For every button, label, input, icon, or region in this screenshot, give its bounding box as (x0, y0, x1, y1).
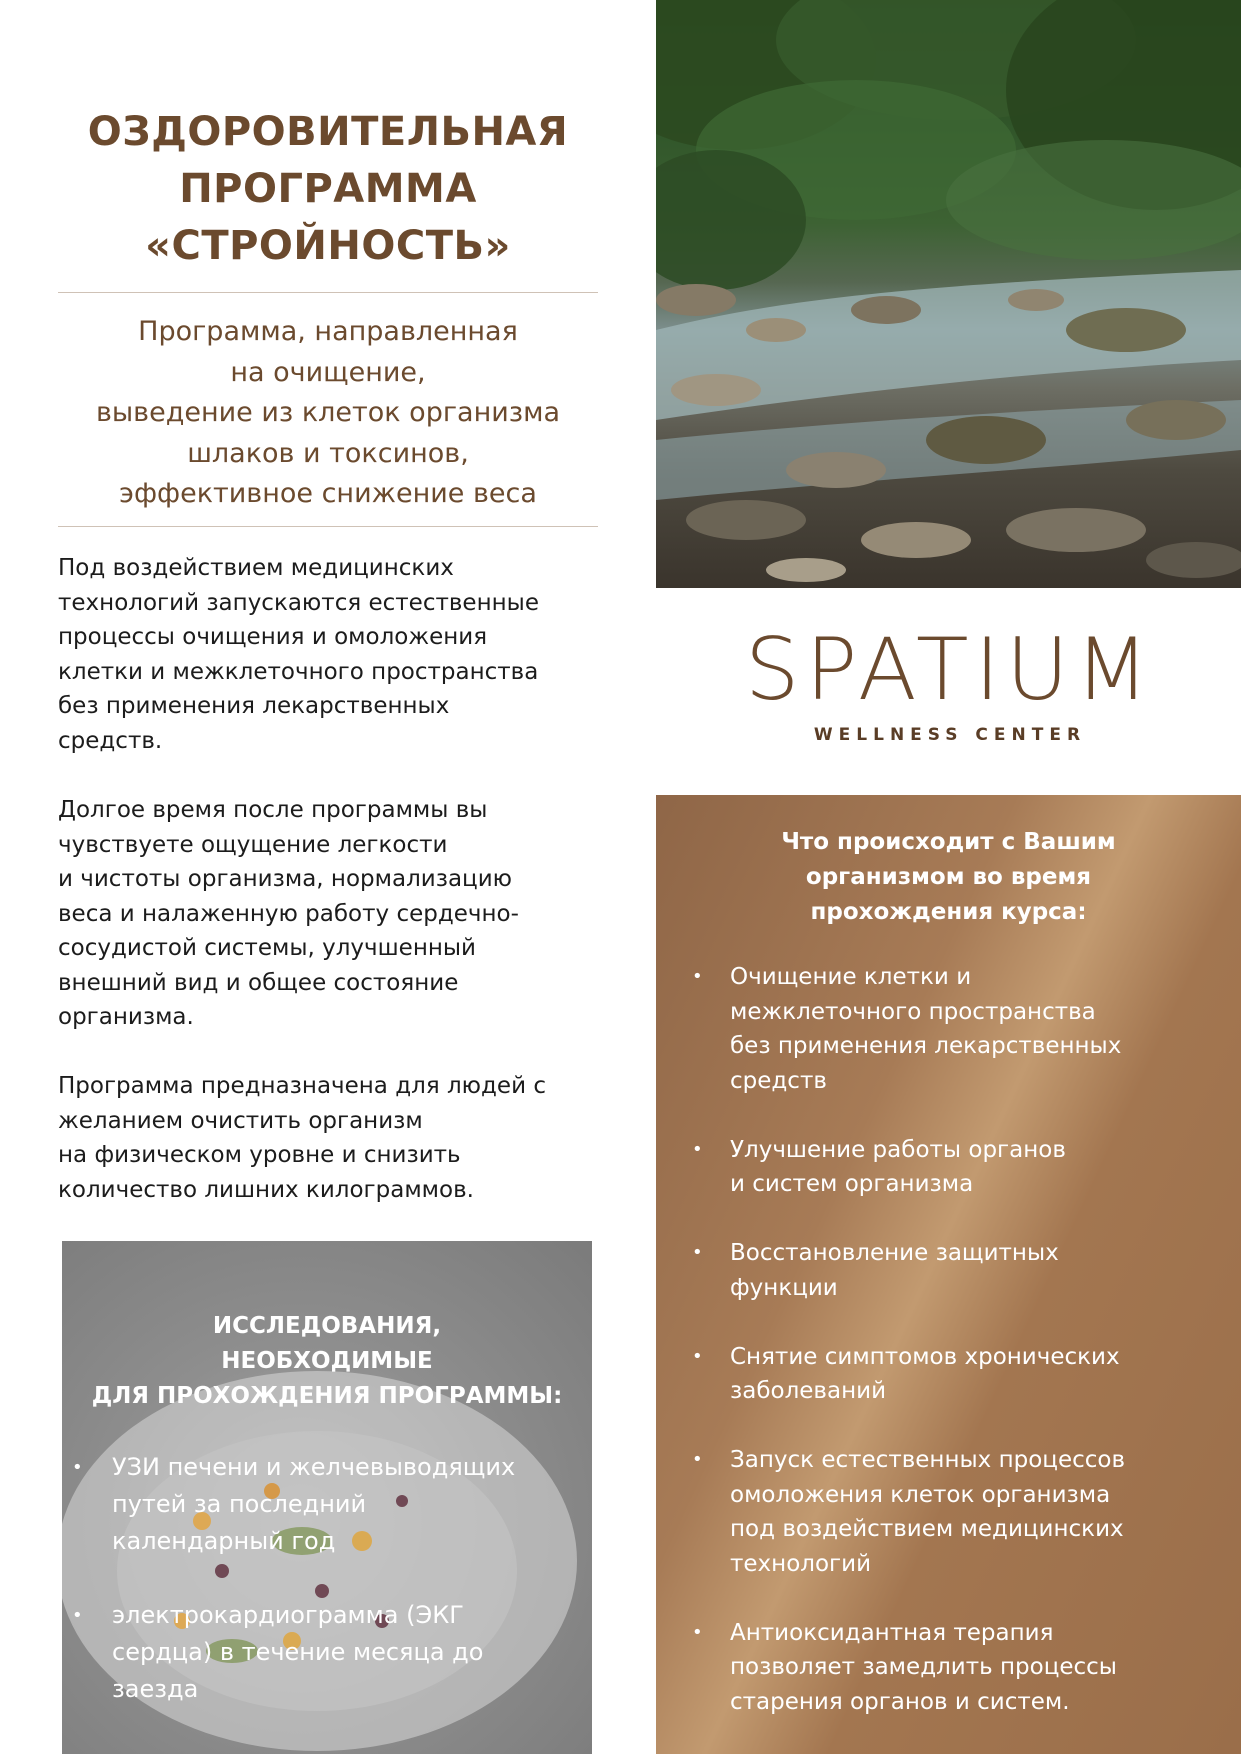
list-item (72, 1597, 587, 1708)
program-title (58, 104, 598, 275)
paragraph-line: внешний вид и общее состояние (58, 969, 459, 996)
paragraph-line: Под воздействием медицинских (58, 555, 454, 581)
bullet-icon: • (72, 1457, 83, 1478)
bullet-icon: • (692, 1345, 703, 1367)
required-tests-panel (62, 1241, 592, 1754)
paragraph-intro (58, 551, 603, 758)
paragraph-effects (58, 793, 603, 1035)
list-item-line: Восстановление защитных (730, 1240, 1059, 1266)
course-effects-panel (656, 795, 1241, 1754)
paragraph-audience (58, 1069, 603, 1207)
list-item (692, 960, 1222, 1098)
list-item-line: старения органов и систем. (730, 1688, 1070, 1715)
list-item (692, 1340, 1222, 1409)
paragraph-line: клетки и межклеточного пространства (58, 658, 539, 685)
paragraph-line: Долгое время после программы вы (58, 797, 488, 823)
paragraph-line: и чистоты организма, нормализацию (58, 866, 513, 892)
paragraph-line: веса и налаженную работу сердечно- (58, 900, 519, 927)
paragraph-line: желанием очистить организм (58, 1107, 423, 1134)
list-item (692, 1443, 1222, 1581)
list-item-line: электрокардиограмма (ЭКГ (112, 1601, 464, 1629)
bullet-icon: • (692, 1621, 703, 1643)
list-item (692, 1236, 1222, 1305)
paragraph-line: без применения лекарственных (58, 693, 450, 719)
list-item-line: УЗИ печени и желчевыводящих (112, 1453, 516, 1481)
required-tests-title-line: ДЛЯ ПРОХОЖДЕНИЯ ПРОГРАММЫ: (91, 1383, 563, 1409)
list-item-line: функции (730, 1274, 838, 1301)
paragraph-line: количество лишних килограммов. (58, 1176, 474, 1203)
paragraph-line: Программа предназначена для людей с (58, 1073, 546, 1099)
list-item-line: Запуск естественных процессов (730, 1447, 1126, 1473)
divider-bottom (58, 526, 598, 527)
list-item-line: путей за последний (112, 1490, 367, 1518)
title-line: ПРОГРАММА (179, 166, 477, 212)
list-item (72, 1449, 587, 1560)
subtitle-line: Программа, направленная (138, 316, 518, 347)
divider-top (58, 292, 598, 293)
list-item-line: заболеваний (730, 1378, 887, 1404)
list-item-line: Снятие симптомов хронических (730, 1343, 1120, 1370)
spatium-logo-wordmark: SPATIUM (744, 620, 1156, 720)
list-item-line: омоложения клеток организма (730, 1481, 1111, 1508)
bullet-icon: • (692, 1242, 703, 1263)
hero-photo-illustration (656, 0, 1241, 588)
bullet-icon: • (72, 1605, 83, 1626)
list-item-line: межклеточного пространства (730, 998, 1096, 1025)
subtitle-line: эффективное снижение веса (119, 478, 537, 509)
list-item-line: сердца) в течение месяца до (112, 1638, 484, 1666)
course-effects-list (692, 960, 1222, 1754)
required-tests-title-line: ИССЛЕДОВАНИЯ, (212, 1313, 442, 1339)
list-item-line: под воздействием медицинских (730, 1516, 1124, 1542)
subtitle-line: на очищение, (230, 356, 426, 388)
title-line: ОЗДОРОВИТЕЛЬНАЯ (87, 109, 569, 155)
list-item-line: заезда (112, 1675, 199, 1703)
required-tests-title (62, 1309, 592, 1414)
bullet-icon: • (692, 966, 703, 987)
paragraph-line: организма. (58, 1004, 194, 1030)
required-tests-list (72, 1449, 587, 1745)
subtitle-line: выведение из клеток организма (95, 397, 561, 428)
list-item-line: средств (730, 1067, 827, 1094)
list-item-line: календарный год (112, 1527, 336, 1555)
course-effects-title (656, 825, 1241, 930)
paragraph-line: чувствуете ощущение легкости (58, 831, 448, 858)
list-item (692, 1133, 1222, 1202)
required-tests-title-line: НЕОБХОДИМЫЕ (221, 1348, 433, 1374)
paragraph-line: на физическом уровне и снизить (58, 1142, 461, 1168)
list-item-line: Антиоксидантная терапия (730, 1619, 1054, 1646)
course-effects-title-line: Что происходит с Вашим (781, 829, 1116, 855)
bullet-icon: • (692, 1449, 703, 1470)
paragraph-line: сосудистой системы, улучшенный (58, 935, 477, 961)
title-line: «СТРОЙНОСТЬ» (145, 223, 511, 269)
subtitle-line: шлаков и токсинов, (187, 437, 469, 469)
list-item-line: технологий (730, 1550, 872, 1577)
list-item-line: Очищение клетки и (730, 964, 972, 990)
list-item (692, 1616, 1222, 1720)
list-item-line: без применения лекарственных (730, 1033, 1122, 1059)
program-subtitle (58, 312, 598, 515)
paragraph-line: технологий запускаются естественные (58, 589, 539, 616)
course-effects-title-line: прохождения курса: (810, 899, 1087, 925)
list-item-line: позволяет замедлить процессы (730, 1654, 1117, 1680)
spatium-logo-tagline: WELLNESS CENTER (813, 725, 1087, 745)
list-item-line: и систем организма (730, 1171, 974, 1197)
paragraph-line: процессы очищения и омоложения (58, 624, 488, 650)
course-effects-title-line: организмом во время (805, 864, 1092, 890)
list-item-line: Улучшение работы органов (730, 1136, 1066, 1163)
bullet-icon: • (692, 1138, 703, 1160)
hero-photo-forest-river (656, 0, 1241, 588)
paragraph-line: средств. (58, 727, 163, 754)
